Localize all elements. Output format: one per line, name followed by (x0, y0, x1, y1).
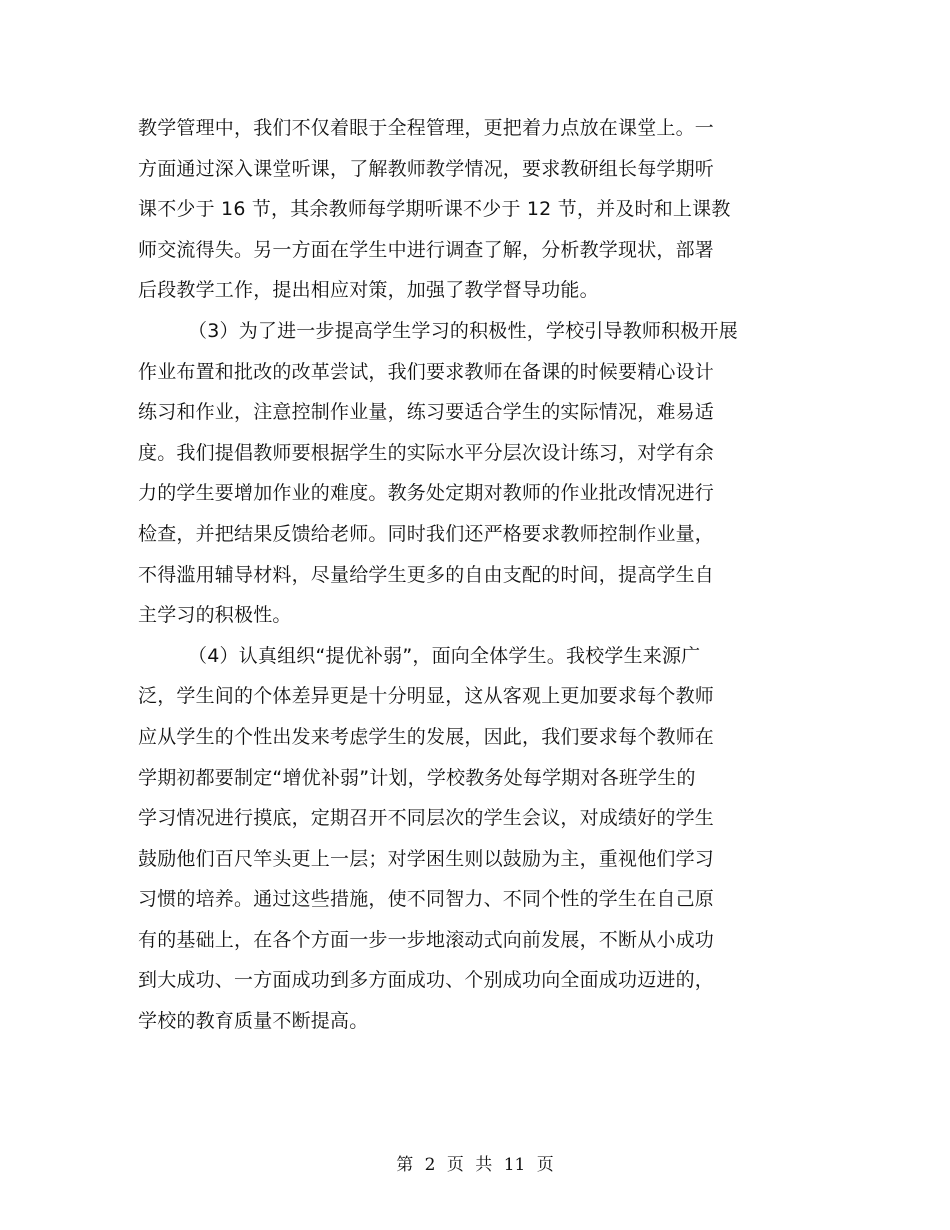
text-line: 师交流得失。另一方面在学生中进行调查了解，分析教学现状，部署 (138, 238, 715, 261)
text-line: 主学习的积极性。 (138, 604, 292, 627)
text-line: 教学管理中，我们不仅着眼于全程管理，更把着力点放在课堂上。一 (138, 117, 715, 139)
text-line: 练习和作业，注意控制作业量，练习要适合学生的实际情况，难易适 (138, 401, 715, 424)
page-number-footer: 第 2 页 共 11 页 (396, 1155, 554, 1175)
text-line: 泛，学生间的个体差异更是十分明显，这从客观上更加要求每个教师 (138, 685, 715, 708)
text-line: 到大成功、一方面成功到多方面成功、个别成功向全面成功迈进的， (138, 969, 715, 992)
text-line: 学习情况进行摸底，定期召开不同层次的学生会议，对成绩好的学生 (138, 807, 715, 830)
paragraph-start-line: （4）认真组织“提优补弱”，面向全体学生。我校学生来源广 (188, 644, 701, 667)
text-line: 有的基础上，在各个方面一步一步地滚动式向前发展，不断从小成功 (138, 928, 715, 951)
text-line: 鼓励他们百尺竿头更上一层；对学困生则以鼓励为主，重视他们学习 (138, 847, 715, 870)
text-line: 检查，并把结果反馈给老师。同时我们还严格要求教师控制作业量， (138, 522, 715, 545)
text-line: 作业布置和批改的改革尝试，我们要求教师在备课的时候要精心设计 (138, 360, 715, 383)
text-line: 后段教学工作，提出相应对策，加强了教学督导功能。 (138, 279, 599, 302)
text-line: 学期初都要制定“增优补弱”计划，学校教务处每学期对各班学生的 (138, 766, 696, 789)
text-line: 习惯的培养。通过这些措施，使不同智力、不同个性的学生在自己原 (138, 888, 715, 911)
text-line: 力的学生要增加作业的难度。教务处定期对教师的作业批改情况进行 (138, 482, 715, 505)
text-line: 应从学生的个性出发来考虑学生的发展，因此，我们要求每个教师在 (138, 725, 715, 748)
paragraph-start-line: （3）为了进一步提高学生学习的积极性，学校引导教师积极开展 (188, 319, 738, 342)
text-line: 课不少于 16 节，其余教师每学期听课不少于 12 节，并及时和上课教 (138, 198, 731, 221)
text-line: 学校的教育质量不断提高。 (138, 1010, 369, 1033)
body-text (138, 108, 818, 1042)
text-line: 方面通过深入课堂听课，了解教师教学情况，要求教研组长每学期听 (138, 157, 715, 180)
text-line: 度。我们提倡教师要根据学生的实际水平分层次设计练习，对学有余 (138, 441, 715, 464)
text-line: 不得滥用辅导材料，尽量给学生更多的自由支配的时间，提高学生自 (138, 563, 715, 586)
